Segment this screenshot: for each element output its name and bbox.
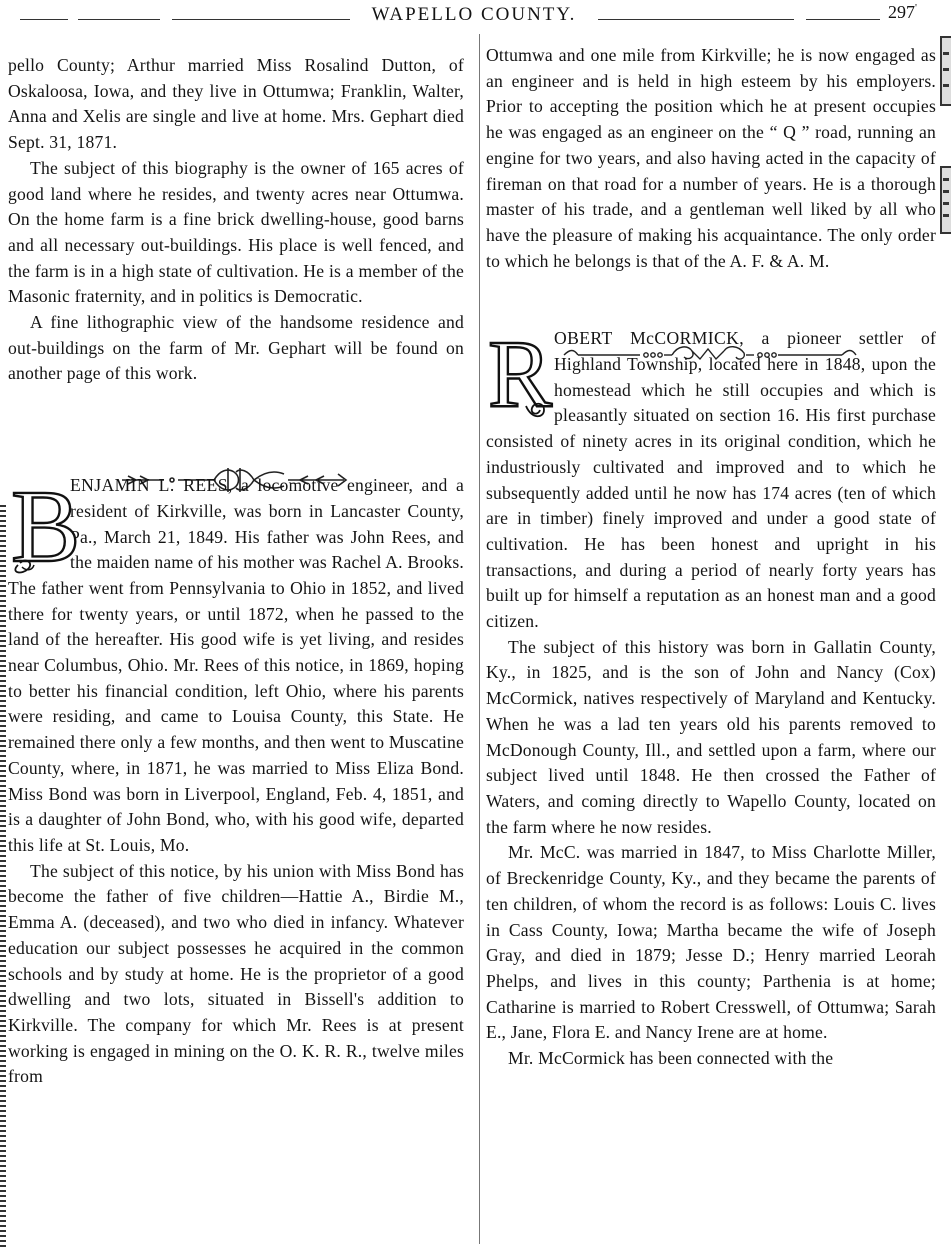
paragraph: OBERT McCORMICK, a pioneer settler of Highland Township, located here in 1848, upon the homestead which he still occupies and which is pleasantly situated on section 16. His first purchase consisted of ninety acres in its original condition, which he industriously cultivated and improved and to which he subsequently added until he now has 174 acres (ten of which are in timber) finely improved and under a good state of cultivation. He has been honest and upright in his transactions, and during a period of nearly forty years has built up for himself a reputation as an honest man and a good citizen. [486, 328, 936, 632]
paragraph: ENJAMIN L. REES, a locomotive engineer, and a resident of Kirkville, was born in Lancaster County, Pa., March 21, 1849. His father was John Rees, and the maiden name of his mother was Rachel A. Brooks. The father went from Pennsylvania to Ohio in 1852, and lived there for twenty years, or until 1872, when he passed to the land of the hereafter. His good wife is yet living, and resides near Columbus, Ohio. Mr. Rees of this notice, in 1869, hoping to better his financial condition, left Ohio, where his parents were residing, and came to Louisa County, this State. He remained there only a few months, and then went to Muscatine County, where, in 1871, he was married to Miss Eliza Bond. Miss Bond was born in Liverpool, England, Feb. 4, 1851, and is a daughter of John Bond, who, with his good wife, departed this life at St. Louis, Mo. [8, 475, 465, 855]
header-rule [20, 19, 68, 20]
paragraph: The subject of this notice, by his union with Miss Bond has become the father of five children—Hattie A., Birdie M., Emma A. (deceased), and two who died in infancy. Whatever education our subject possesses he acquired in the common schools and by study at home. He is the proprietor of a good dwelling and two lots, situated in Bissell's addition to Kirkville. The company for which Mr. Rees is at present working is engaged in mining on the O. K. R. R., twelve miles from [8, 860, 464, 1087]
paragraph: The subject of this history was born in Gallatin County, Ky., in 1825, and is the son of John and Nancy (Cox) McCormick, natives respectively of Maryland and Kentucky. When he was a lad ten years old his parents removed to McDonough County, Ill., and settled upon a farm, where our subject lived until 1848. He then crossed the Father of Waters, and coming directly to Wapello County, located on the farm where he now resides. [486, 636, 936, 837]
svg-text:B: B [11, 469, 81, 585]
page-number: 297' [888, 2, 917, 22]
header-rule [78, 19, 160, 20]
biography-rees [8, 469, 465, 1090]
drop-cap-r [486, 320, 553, 428]
left-column [8, 53, 464, 1090]
header-rule [172, 19, 350, 20]
biography-mccormick [486, 320, 936, 1071]
name-lead: OBERT McCORMICK [554, 328, 740, 349]
page-title: WAPELLO COUNTY. [371, 4, 577, 25]
header-rule [806, 19, 880, 20]
header-rule [598, 19, 794, 20]
paragraph: Mr. McCormick has been connected with the [508, 1048, 834, 1069]
column-divider [479, 34, 480, 1244]
paragraph: Ottumwa and one mile from Kirkville; he is now engaged as an engineer and is held in high esteem by his employers. Prior to accepting the position which he at present occupies he was engaged as an engineer on the “ Q ” road, running an engine for two years, and also having acted in the capacity of fireman on that road for a number of years. He is a thorough master of his trade, and a gentleman well liked by all who have the pleasure of making his acquaintance. The only order to which he belongs is that of the A. F. & A. M. [486, 45, 936, 271]
name-lead: ENJAMIN L. REES [70, 475, 228, 496]
paragraph: Mr. McC. was married in 1847, to Miss Charlotte Miller, of Breckenridge County, Ky., and they became the parents of ten children, of whom the record is as follows: Louis C. lives in Cass County, Iowa; Martha became the wife of Joseph Gray, and died in 1879; Jesse D.; Henry married Leorah Phelps, and lives in this county; Parthenia is at home; Catharine is married to Robert Cresswell, of Ottumwa; Sarah E., Jane, Flora E. and Nancy Irene are at home. [486, 842, 936, 1043]
running-header [0, 0, 950, 30]
right-column [486, 43, 936, 1072]
drop-cap-b [8, 469, 81, 585]
paragraph: pello County; Arthur married Miss Rosalind Dutton, of Oskaloosa, Iowa, and they live in Ottumwa; Franklin, Walter, Anna and Xelis are single and live at home. Mrs. Gephart died Sept. 31, 1871. [8, 55, 464, 153]
paragraph: A fine lithographic view of the handsome residence and out-buildings on the farm of Mr. Gephart will be found on another page of this work. [8, 312, 464, 384]
binding-edge [0, 505, 6, 1250]
page-edge-tab [940, 166, 951, 234]
page-edge-tab [940, 36, 951, 106]
svg-text:R: R [488, 320, 553, 428]
paragraph: The subject of this biography is the owner of 165 acres of good land where he resides, and twenty acres near Ottumwa. On the home farm is a fine brick dwelling-house, good barns and all necessary out-buildings. His place is well fenced, and the farm is in a high state of cultivation. He is a member of the Masonic fraternity, and in politics is Democratic. [8, 157, 464, 307]
